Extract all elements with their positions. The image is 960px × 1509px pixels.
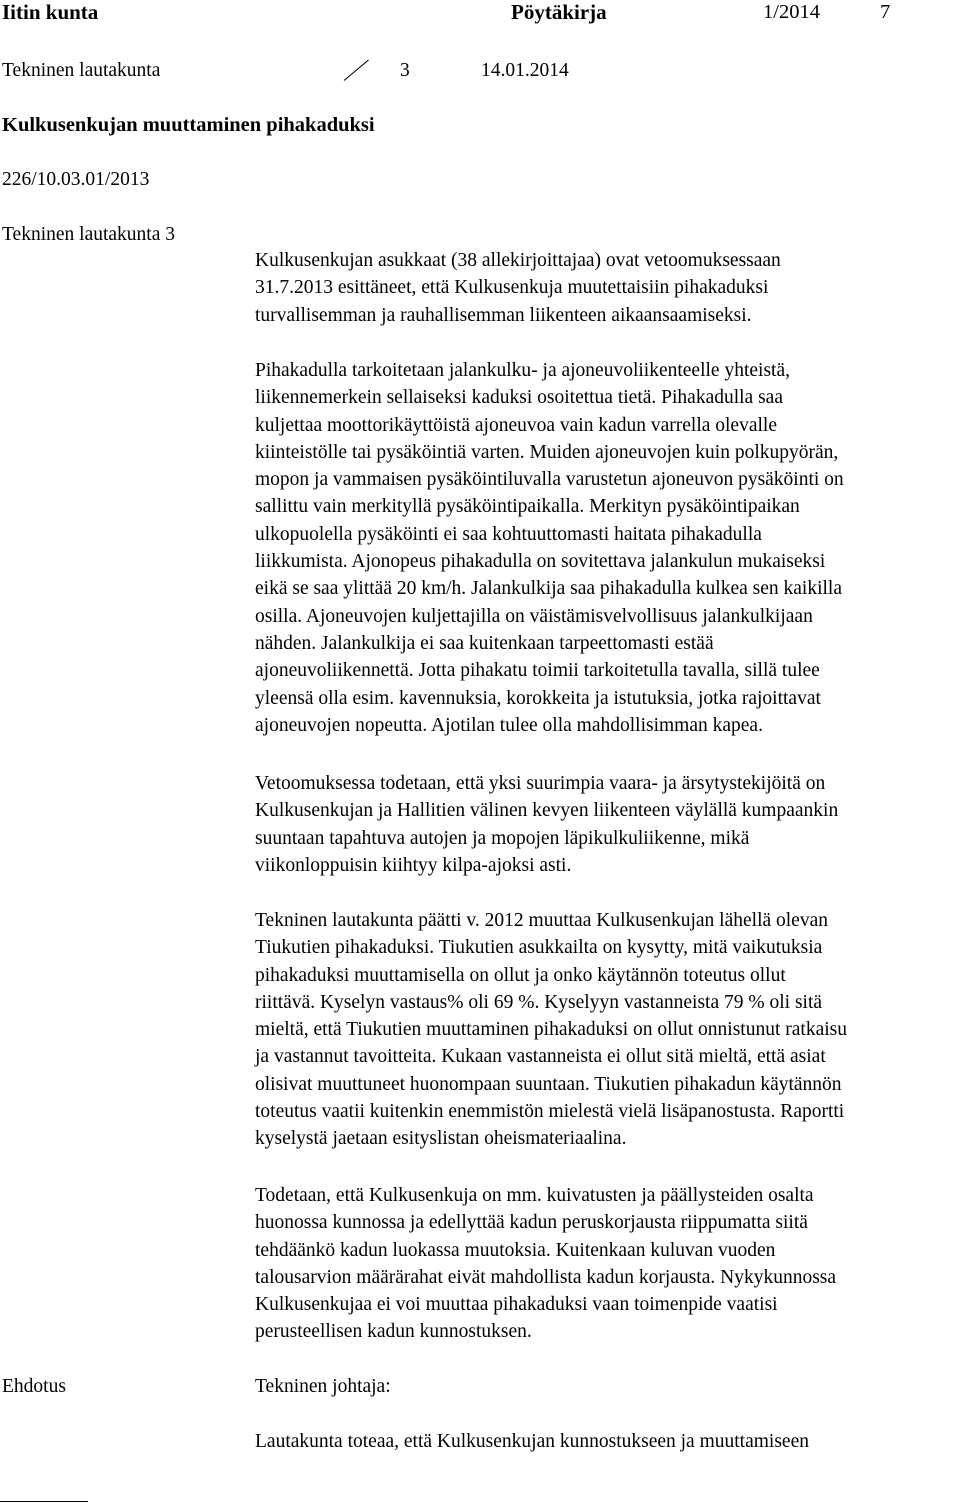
text-line: suuntaan tapahtuva autojen ja mopojen läpikulkuliikenne, mikä bbox=[255, 827, 750, 849]
text-line: huonossa kunnossa ja edellyttää kadun peruskorjausta riippumatta siitä bbox=[255, 1212, 808, 1234]
text-line: ajoneuvoliikennettä. Jotta pihakatu toimii tarkoitetulla tavalla, sillä tulee bbox=[255, 660, 820, 682]
bottom-divider bbox=[0, 1501, 88, 1502]
issue-number: 1/2014 bbox=[763, 1, 820, 23]
text-line: eikä se saa ylittää 20 km/h. Jalankulkija saa pihakadulla kulkea sen kaikilla bbox=[255, 578, 842, 600]
proposal-presenter: Tekninen johtaja: bbox=[255, 1376, 391, 1397]
paragraph-definition bbox=[255, 357, 960, 739]
text-line: mieltä, että Tiukutien muuttaminen pihakaduksi on ollut onnistunut ratkaisu bbox=[255, 1019, 847, 1041]
text-line: Vetoomuksessa todetaan, että yksi suurimpia vaara- ja ärsytystekijöitä on bbox=[255, 773, 826, 794]
text-line: sallittu vain merkityllä pysäköintipaikalla. Merkityn pysäköintipaikan bbox=[255, 496, 800, 518]
text-line: ajoneuvojen nopeutta. Ajotilan tulee olla mahdollisimman kapea. bbox=[255, 714, 763, 736]
text-line: kyselystä jaetaan esityslistan oheismateriaalina. bbox=[255, 1128, 627, 1150]
section-number: 3 bbox=[400, 60, 410, 81]
reference-number: 226/10.03.01/2013 bbox=[2, 169, 150, 190]
paragraph-petition-concerns bbox=[255, 770, 960, 879]
page-number: 7 bbox=[880, 1, 891, 23]
text-line: perusteellisen kadun kunnostuksen. bbox=[255, 1321, 532, 1343]
text-line: Kulkusenkujan asukkaat (38 allekirjoittajaa) ovat vetoomuksessaan bbox=[255, 250, 781, 271]
text-line: talousarvion määrärahat eivät mahdollista kadun korjausta. Nykykunnossa bbox=[255, 1266, 837, 1288]
proposal-text: Lautakunta toteaa, että Kulkusenkujan kunnostukseen ja muuttamiseen bbox=[255, 1431, 809, 1452]
paragraph-condition bbox=[255, 1182, 960, 1346]
proposal-label: Ehdotus bbox=[2, 1376, 66, 1397]
text-line: Todetaan, että Kulkusenkuja on mm. kuivatusten ja päällysteiden osalta bbox=[255, 1185, 814, 1206]
text-line: toteutus vaatii kuitenkin enemmistön mielestä vielä lisäpanostusta. Raportti bbox=[255, 1101, 845, 1123]
text-line: osilla. Ajoneuvojen kuljettajilla on väistämisvelvollisuus jalankulkijaan bbox=[255, 605, 813, 627]
text-line: kiinteistölle tai pysäköintiä varten. Muiden ajoneuvojen kuin polkupyörän, bbox=[255, 441, 839, 463]
text-line: Tekninen lautakunta päätti v. 2012 muuttaa Kulkusenkujan lähellä olevan bbox=[255, 910, 828, 931]
paragraph-survey bbox=[255, 907, 960, 1153]
text-line: olisivat muuttuneet huonompaan suuntaan. Tiukutien pihakadun käytännön bbox=[255, 1073, 842, 1095]
text-line: viikonloppuisin kiihtyy kilpa-ajoksi asti. bbox=[255, 854, 572, 876]
meeting-date: 14.01.2014 bbox=[481, 60, 569, 81]
text-line: pihakaduksi muuttamisella on ollut ja onko käytännön toteutus ollut bbox=[255, 964, 786, 986]
text-line: 31.7.2013 esittäneet, että Kulkusenkuja muutettaisiin pihakaduksi bbox=[255, 277, 769, 299]
text-line: Kulkusenkujaa ei voi muuttaa pihakaduksi vaan toimenpide vaatisi bbox=[255, 1294, 778, 1316]
text-line: riittävä. Kyselyn vastaus% oli 69 %. Kyselyyn vastanneista 79 % oli sitä bbox=[255, 991, 823, 1013]
side-label-committee: Tekninen lautakunta 3 bbox=[2, 224, 175, 245]
municipality-name: Iitin kunta bbox=[2, 0, 99, 24]
text-line: liikennemerkein sellaiseksi kaduksi osoitettua tietä. Pihakadulla saa bbox=[255, 387, 783, 409]
text-line: ulkopuolella pysäköinti ei saa kohtuuttomasti haitata pihakadulla bbox=[255, 523, 762, 545]
text-line: Kulkusenkujan ja Hallitien välinen kevyen liikenteen väylällä kumpaankin bbox=[255, 800, 839, 822]
document-type: Pöytäkirja bbox=[511, 0, 607, 24]
text-line: ja vastannut tavoitteita. Kukaan vastanneista ei ollut sitä mieltä, että asiat bbox=[255, 1046, 826, 1068]
text-line: Tiukutien pihakaduksi. Tiukutien asukkailta on kysytty, mitä vaikutuksia bbox=[255, 937, 823, 959]
text-line: turvallisemman ja rauhallisemman liikenteen aikaansaamiseksi. bbox=[255, 304, 752, 326]
text-line: kuljettaa moottorikäyttöistä ajoneuvoa vain kadun varrella olevalle bbox=[255, 414, 777, 436]
text-line: Pihakadulla tarkoitetaan jalankulku- ja ajoneuvoliikenteelle yhteistä, bbox=[255, 360, 790, 381]
paragraph-petition bbox=[255, 247, 960, 329]
page-title: Kulkusenkujan muuttaminen pihakaduksi bbox=[2, 114, 375, 136]
header-decoration-stroke bbox=[344, 60, 369, 81]
text-line: nähden. Jalankulkija ei saa kuitenkaan tarpeettomasti estää bbox=[255, 632, 714, 654]
text-line: mopon ja vammaisen pysäköintiluvalla varustetun ajoneuvon pysäköinti on bbox=[255, 469, 844, 491]
committee-name: Tekninen lautakunta bbox=[2, 60, 161, 81]
text-line: liikkumista. Ajonopeus pihakadulla on sovitettava jalankulun mukaiseksi bbox=[255, 551, 826, 573]
text-line: yleensä olla esim. kavennuksia, korokkeita ja istutuksia, jotka rajoittavat bbox=[255, 687, 821, 709]
text-line: tehdäänkö kadun luokassa muutoksia. Kuitenkaan kuluvan vuoden bbox=[255, 1239, 776, 1261]
